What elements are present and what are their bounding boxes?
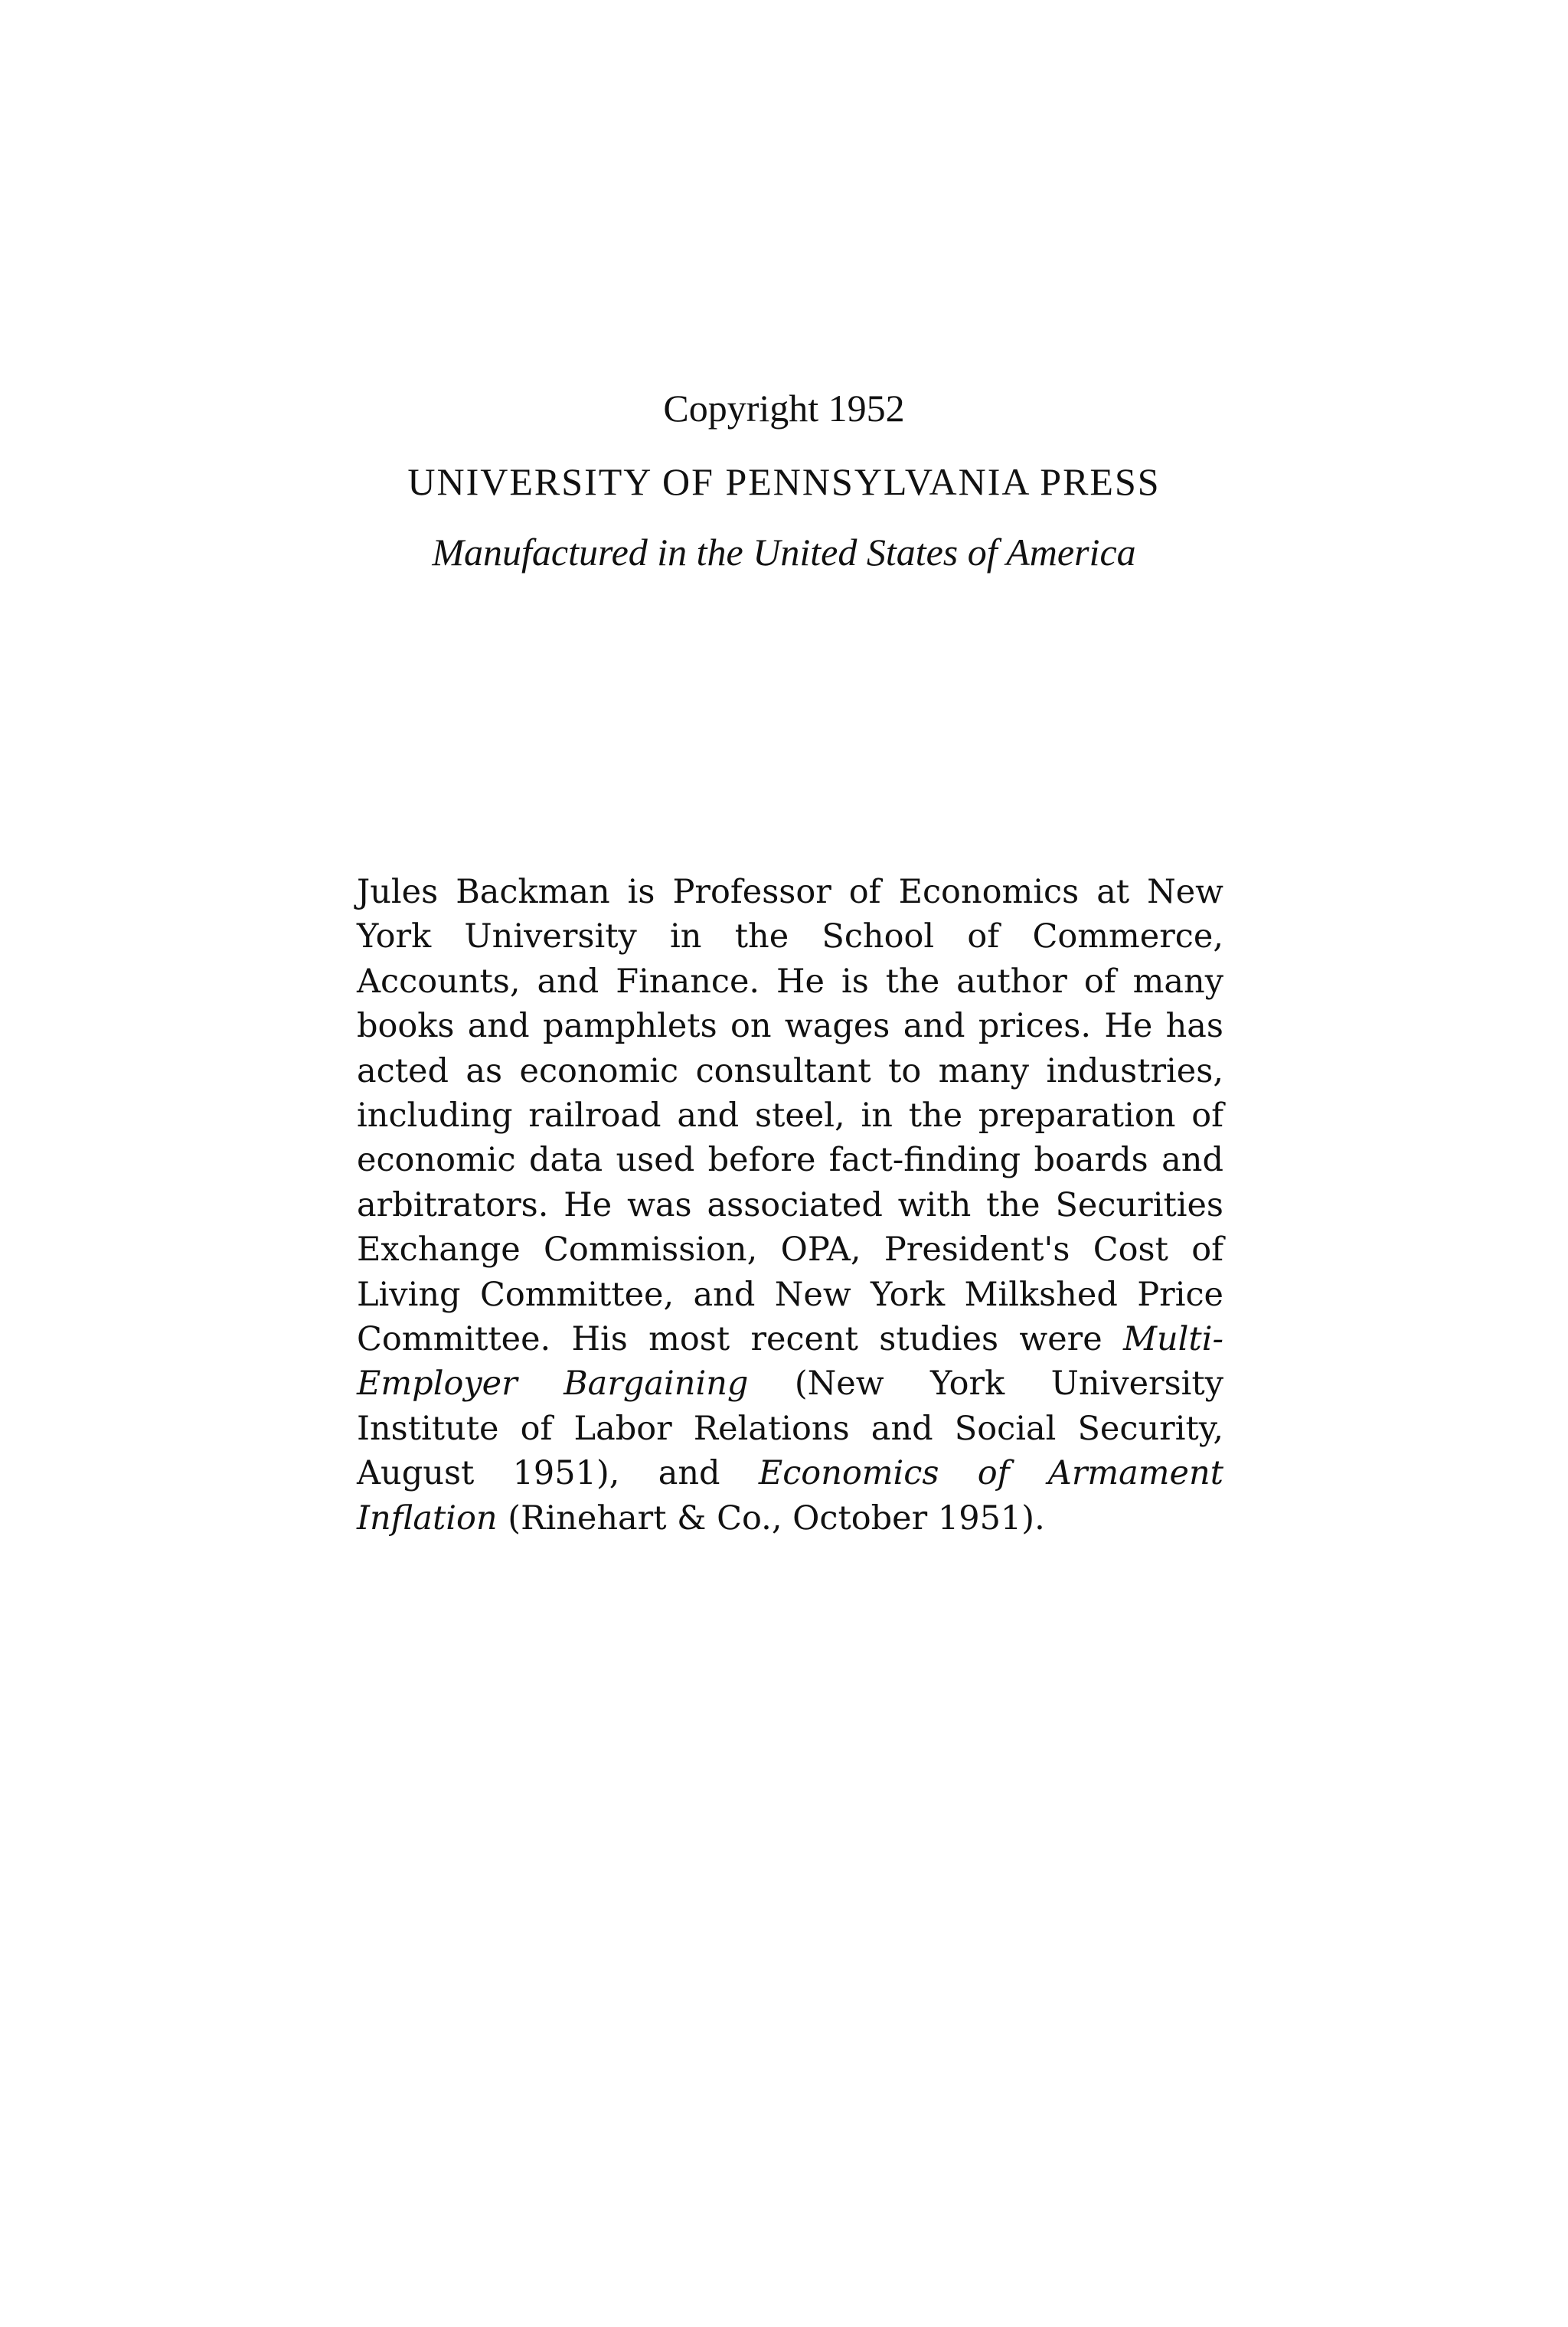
- bio-text-part-2: (New York University Institute of Labor Relations and Social Security, August 1951), and: [357, 1364, 1223, 1493]
- book-title-economics-of-armament-inflation: Economics of Armament Inflation: [357, 1454, 1223, 1538]
- author-biography: [357, 870, 1223, 1541]
- book-title-multi-employer-bargaining: Multi-Employer Bargaining: [357, 1320, 1223, 1404]
- copyright-notice: Copyright 1952: [663, 387, 905, 430]
- manufactured-notice: Manufactured in the United States of America: [432, 531, 1136, 574]
- bio-text-part-1: Jules Backman is Professor of Economics at New York University in the School of Commerce, Accounts, and Finance. He is the author of many books and pamphlets on wages and prices. He has acted as economic consultant to many industries, including railroad and steel, in the preparation of economic data used before fact-finding boards and arbitrators. He was associated with the Securities Exchange Commission, OPA, President's Cost of Living Committee, and New York Milkshed Price Committee. His most recent studies were: [357, 873, 1223, 1359]
- bio-text-part-3: (Rinehart & Co., October 1951).: [497, 1498, 1045, 1538]
- publisher-name: UNIVERSITY OF PENNSYLVANIA PRESS: [407, 460, 1161, 503]
